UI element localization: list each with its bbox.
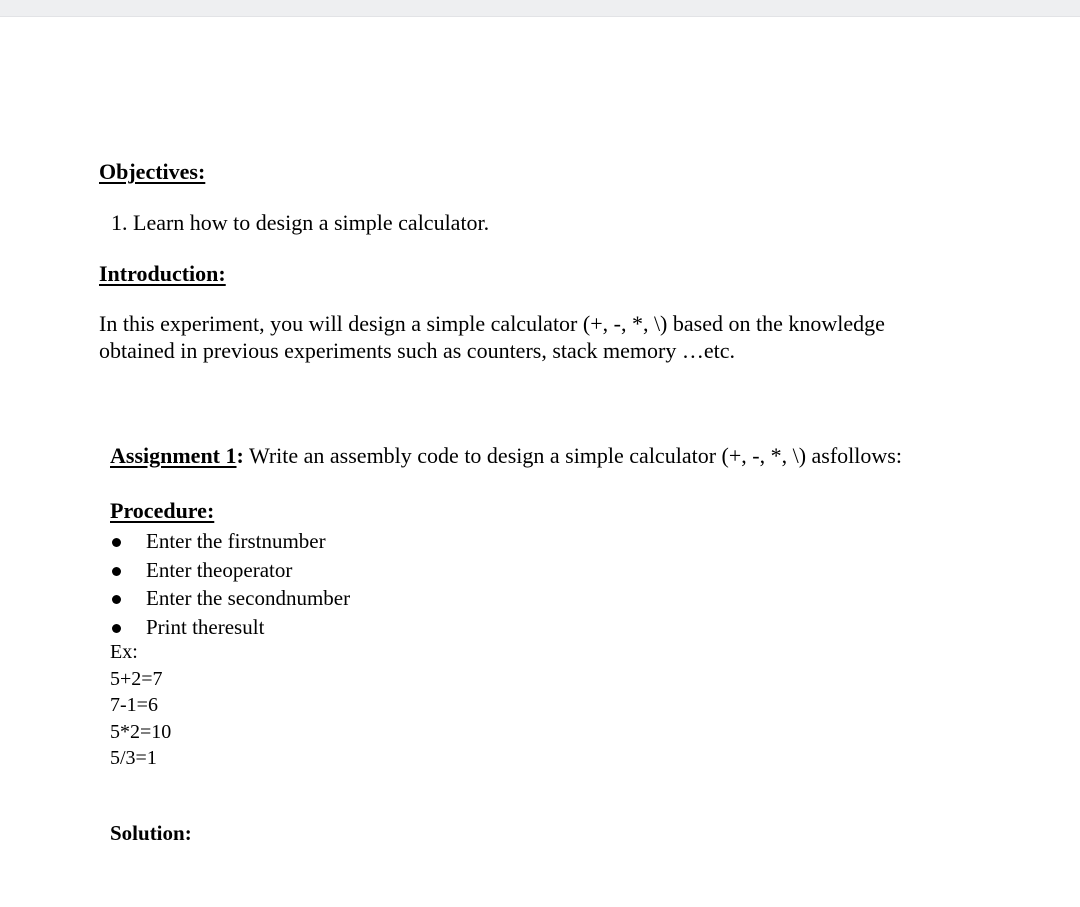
assignment-text: Write an assembly code to design a simple calculator (+, -, *, \) asfollows:	[243, 443, 902, 468]
list-item	[110, 584, 350, 613]
objective-item: 1. Learn how to design a simple calculator.	[111, 210, 490, 235]
example-item: 5/3=1	[110, 747, 157, 769]
objectives-heading: Objectives:	[99, 159, 206, 184]
introduction-paragraph	[99, 310, 959, 364]
assignment-colon: :	[236, 443, 244, 468]
examples-block	[110, 639, 171, 772]
list-item	[110, 613, 350, 642]
assignment-label: Assignment 1	[110, 443, 237, 468]
example-item: 5+2=7	[110, 667, 163, 690]
document-page	[0, 17, 1080, 907]
assignment-line	[110, 443, 902, 469]
list-item	[110, 527, 350, 556]
bullet-icon	[112, 538, 121, 547]
viewer-top-bar	[0, 0, 1080, 17]
introduction-line: In this experiment, you will design a simple calculator (+, -, *, \) based on the knowledge	[99, 311, 885, 336]
list-item	[110, 556, 350, 585]
procedure-heading: Procedure:	[110, 498, 215, 523]
step-text: Enter the secondnumber	[146, 586, 351, 610]
examples-label: Ex:	[110, 641, 138, 663]
example-item: 7-1=6	[110, 694, 158, 716]
introduction-heading: Introduction:	[99, 261, 226, 286]
procedure-steps-list	[110, 527, 350, 641]
introduction-line: obtained in previous experiments such as counters, stack memory …etc.	[99, 338, 735, 363]
step-text: Enter theoperator	[146, 557, 293, 582]
step-text: Enter the firstnumber	[146, 529, 326, 553]
bullet-icon	[112, 595, 121, 604]
step-text: Print theresult	[146, 614, 265, 639]
solution-heading: Solution:	[110, 821, 192, 845]
bullet-icon	[112, 567, 121, 576]
example-item: 5*2=10	[110, 720, 172, 743]
bullet-icon	[112, 624, 121, 633]
